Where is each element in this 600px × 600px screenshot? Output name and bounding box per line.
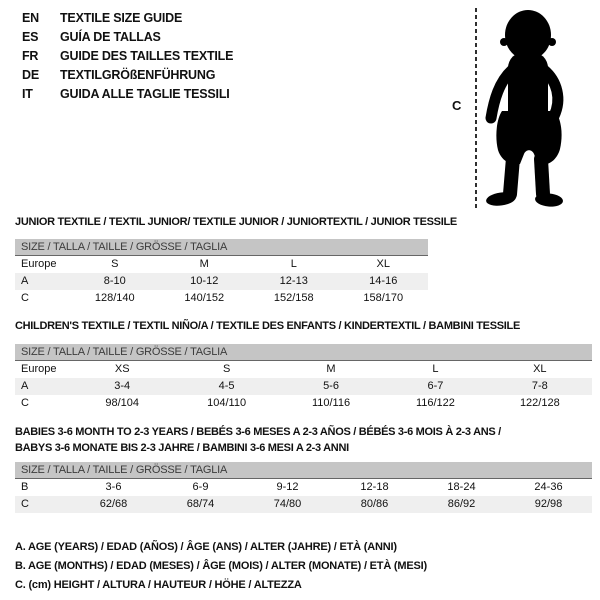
age-cell: 6-9 [192, 481, 209, 493]
language-code: FR [22, 49, 39, 63]
row-label: A [21, 380, 29, 392]
height-cell: 158/170 [363, 292, 404, 304]
footnote-b: B. AGE (MONTHS) / EDAD (MESES) / ÂGE (MOIS) / ALTER (MONATE) / ETÀ (MESI) [15, 560, 427, 572]
height-measure-dashed-line [475, 8, 477, 210]
language-code: ES [22, 30, 39, 44]
row-label: C [21, 397, 29, 409]
language-title: GUIDE DES TAILLES TEXTILE [60, 49, 234, 63]
age-cell: 6-7 [427, 380, 444, 392]
table-row [15, 479, 592, 496]
size-cell: M [199, 258, 209, 270]
age-cell: 3-6 [105, 481, 122, 493]
size-cell: XS [114, 363, 130, 375]
age-cell: 14-16 [369, 275, 398, 287]
junior-size-table [15, 239, 428, 307]
table-row [15, 256, 428, 273]
row-label: C [21, 292, 29, 304]
size-header-bar: SIZE / TALLA / TAILLE / GRÖSSE / TAGLIA [15, 239, 428, 256]
children-size-table [15, 344, 592, 412]
age-cell: 18-24 [447, 481, 476, 493]
language-title: GUÍA DE TALLAS [60, 30, 161, 44]
language-code: EN [22, 11, 39, 25]
height-cell: 74/80 [273, 498, 302, 510]
size-cell: S [111, 258, 119, 270]
age-cell: 10-12 [190, 275, 219, 287]
language-row-de [22, 66, 233, 85]
toddler-silhouette-image [482, 8, 578, 208]
language-title: GUIDA ALLE TAGLIE TESSILI [60, 87, 230, 101]
table-row [15, 378, 592, 395]
height-cell: 92/98 [534, 498, 563, 510]
age-cell: 7-8 [531, 380, 548, 392]
age-cell: 9-12 [276, 481, 299, 493]
size-cell: XL [533, 363, 547, 375]
row-label: Europe [21, 363, 57, 375]
age-cell: 24-36 [534, 481, 563, 493]
height-cell: 152/158 [273, 292, 314, 304]
footnote-c: C. (cm) HEIGHT / ALTURA / HAUTEUR / HÖHE / ALTEZZA [15, 579, 302, 591]
height-cell: 80/86 [360, 498, 389, 510]
table-row [15, 273, 428, 290]
babies-section-title [15, 424, 501, 456]
size-cell: M [326, 363, 336, 375]
children-section-title: CHILDREN'S TEXTILE / TEXTIL NIÑO/A / TEXTILE DES ENFANTS / KINDERTEXTIL / BAMBINI TESSILE [15, 320, 520, 332]
language-row-it [22, 85, 233, 104]
size-header-bar: SIZE / TALLA / TAILLE / GRÖSSE / TAGLIA [15, 462, 592, 479]
junior-section-title: JUNIOR TEXTILE / TEXTIL JUNIOR/ TEXTILE JUNIOR / JUNIORTEXTIL / JUNIOR TESSILE [15, 216, 457, 228]
footnote-a: A. AGE (YEARS) / EDAD (AÑOS) / ÂGE (ANS) / ALTER (JAHRE) / ETÀ (ANNI) [15, 541, 397, 553]
height-measure-label: C [452, 98, 462, 113]
language-row-en [22, 9, 233, 28]
height-cell: 116/122 [415, 397, 455, 409]
table-row [15, 496, 592, 513]
size-cell: XL [376, 258, 390, 270]
table-row [15, 395, 592, 412]
age-cell: 8-10 [103, 275, 126, 287]
legend-footnotes [15, 538, 427, 595]
age-cell: 4-5 [218, 380, 235, 392]
row-label: A [21, 275, 29, 287]
row-label: C [21, 498, 29, 510]
size-header-bar: SIZE / TALLA / TAILLE / GRÖSSE / TAGLIA [15, 344, 592, 361]
row-label: B [21, 481, 29, 493]
size-cell: S [222, 363, 231, 375]
table-row [15, 361, 592, 378]
size-cell: L [290, 258, 297, 270]
age-cell: 12-18 [360, 481, 389, 493]
height-cell: 86/92 [447, 498, 476, 510]
language-title: TEXTILE SIZE GUIDE [60, 11, 183, 25]
height-cell: 110/116 [311, 397, 351, 409]
row-label: Europe [21, 258, 57, 270]
age-cell: 12-13 [279, 275, 308, 287]
height-cell: 140/152 [184, 292, 225, 304]
language-list [22, 9, 233, 104]
height-cell: 128/140 [94, 292, 135, 304]
height-cell: 98/104 [105, 397, 140, 409]
size-cell: L [432, 363, 439, 375]
language-row-es [22, 28, 233, 47]
table-row [15, 290, 428, 307]
babies-title-line1: BABIES 3-6 MONTH TO 2-3 YEARS / BEBÉS 3-6 MESES A 2-3 AÑOS / BÉBÉS 3-6 MOIS À 2-3 ANS / [15, 426, 501, 438]
height-cell: 68/74 [186, 498, 215, 510]
height-cell: 62/68 [99, 498, 128, 510]
language-title: TEXTILGRÖßENFÜHRUNG [60, 68, 216, 82]
age-cell: 3-4 [114, 380, 131, 392]
height-cell: 122/128 [519, 397, 560, 409]
language-code: DE [22, 68, 39, 82]
babies-size-table [15, 462, 592, 513]
language-code: IT [22, 87, 33, 101]
language-row-fr [22, 47, 233, 66]
babies-title-line2: BABYS 3-6 MONATE BIS 2-3 JAHRE / BAMBINI 3-6 MESI A 2-3 ANNI [15, 442, 349, 454]
age-cell: 5-6 [323, 380, 339, 392]
height-cell: 104/110 [207, 397, 247, 409]
